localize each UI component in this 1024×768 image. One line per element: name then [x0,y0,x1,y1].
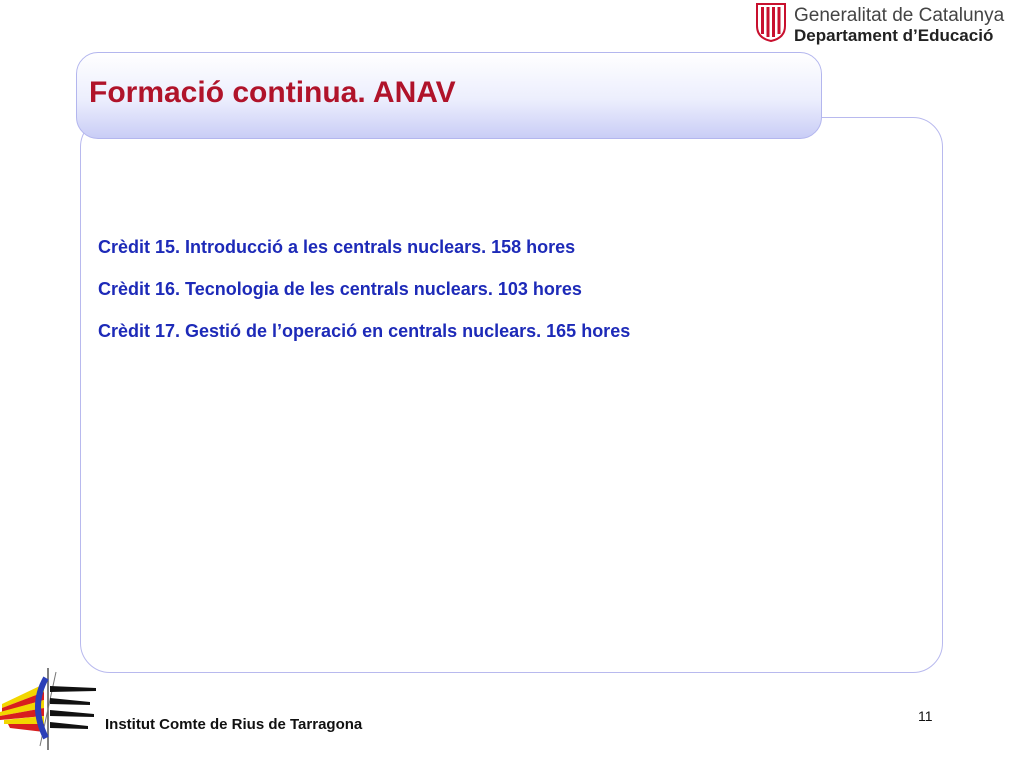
generalitat-logo [754,2,1024,44]
content-panel [80,117,943,673]
credit-item: Crèdit 16. Tecnologia de les centrals nuclears. 103 hores [98,279,582,299]
credits-list [98,237,630,363]
logo-line-2: Departament d’Educació [794,26,994,45]
footer-institution: Institut Comte de Rius de Tarragona [105,716,363,733]
generalitat-emblem-icon [754,2,788,42]
school-logo-icon [0,666,100,752]
logo-line-1: Generalitat de Catalunya [794,5,1005,26]
page-number: 11 [918,708,933,724]
credit-item: Crèdit 17. Gestió de l’operació en centrals nuclears. 165 hores [98,321,631,341]
credit-item: Crèdit 15. Introducció a les centrals nuclears. 158 hores [98,237,576,257]
title-box [76,52,822,139]
slide-title: Formació continua. ANAV [89,76,456,109]
